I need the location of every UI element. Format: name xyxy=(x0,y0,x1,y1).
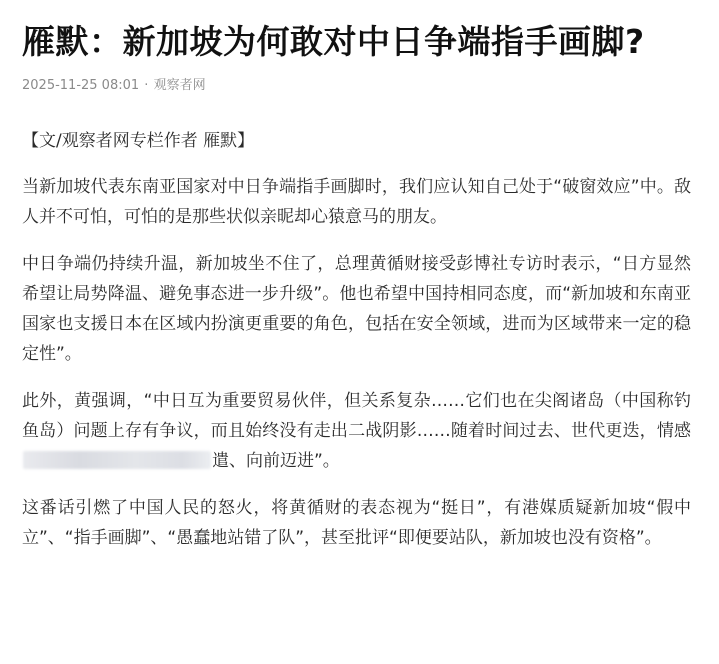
source-link[interactable]: 观察者网 xyxy=(153,78,206,93)
article-title: 雁默：新加坡为何敢对中日争端指手画脚? xyxy=(22,22,645,61)
paragraph-3-text-before: 此外，黄强调，“中日互为重要贸易伙伴，但关系复杂……它们也在尖阁诸岛（中国称钓鱼岛）问题上存有争议，而且始终没有走出二战阴影……随着时间过去、世代更迭，情感 xyxy=(22,391,691,441)
paragraph-3-text-after: 遣、向前迈进”。 xyxy=(212,451,340,471)
paragraph-1: 当新加坡代表东南亚国家对中日争端指手画脚时，我们应认知自己处于“破窗效应”中。敌人并不可怕，可怕的是那些状似亲昵却心猿意马的朋友。 xyxy=(22,177,691,227)
byline: 【文/观察者网专栏作者 雁默】 xyxy=(22,131,255,151)
meta-separator: · xyxy=(144,78,149,93)
publish-date: 2025-11-25 08:01 xyxy=(22,78,140,93)
article-meta xyxy=(22,77,691,95)
paragraph-3 xyxy=(22,386,691,476)
blurred-redaction xyxy=(23,451,211,469)
paragraph-2: 中日争端仍持续升温，新加坡坐不住了，总理黄循财接受彭博社专访时表示，“日方显然希望让局势降温、避免事态进一步升级”。他也希望中国持相同态度，而“新加坡和东南亚国家也支援日本在区域内扮演更重要的角色，包括在安全领域，进而为区域带来一定的稳定性”。 xyxy=(22,254,691,364)
paragraph-4: 这番话引燃了中国人民的怒火，将黄循财的表态视为“挺日”，有港媒质疑新加坡“假中立”、“指手画脚”、“愚蠢地站错了队”，甚至批评“即便要站队，新加坡也没有资格”。 xyxy=(22,498,691,548)
